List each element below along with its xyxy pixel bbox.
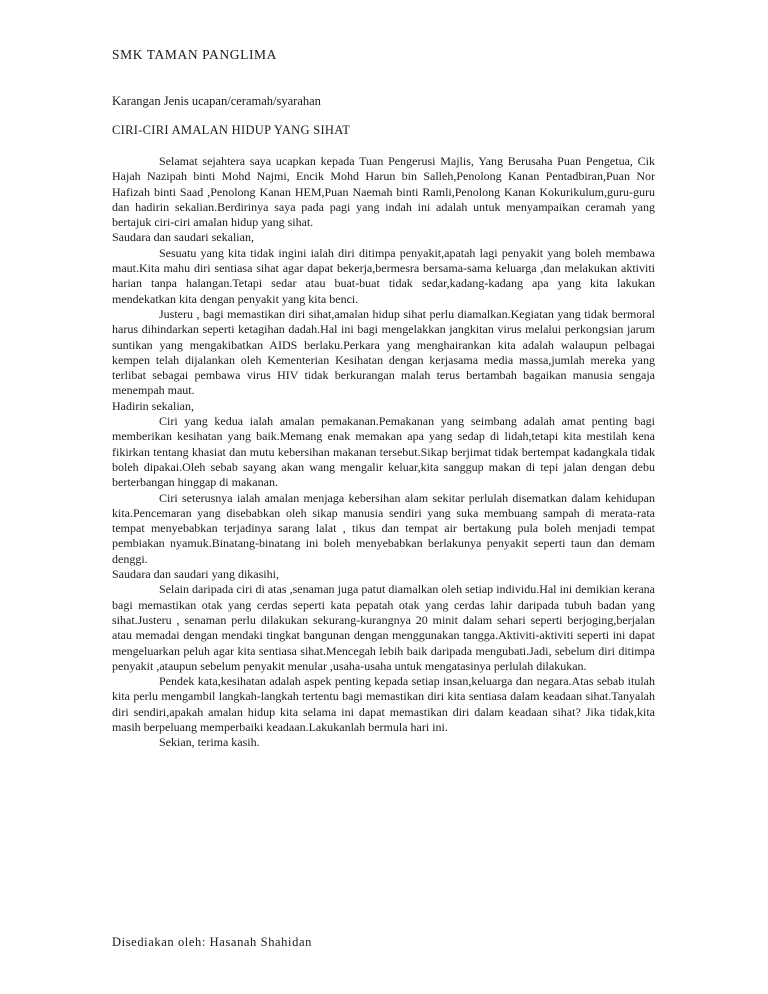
paragraph: Selain daripada ciri di atas ,senaman juga patut diamalkan oleh setiap individu.Hal ini demikian kerana bagi memastikan otak yang cerdas seperti kata pepatah otak yang cerdas lahir daripada tubuh badan yang sihat.Justeru , senaman perlu dilakukan sekurang-kurangnya 20 minit dalam sehari seperti berjoging,berjalan atau memadai dengan mendaki tingkat bangunan dengan menggunakan tangga.Aktiviti-aktiviti seperti ini dapat mengeluarkan peluh agar kita sentiasa sihat.Mencegah lebih baik daripada mengubati.Jadi, sebelum diri ditimpa penyakit ,ataupun sebelum penyakit menular ,usaha-usaha untuk mengatasinya perlulah dilakukan. xyxy=(112,582,655,673)
paragraph-opening: Selamat sejahtera saya ucapkan kepada Tuan Pengerusi Majlis, Yang Berusaha Puan Pengetua, Cik Hajah Nazipah binti Mohd Najmi, Encik Mohd Harun bin Salleh,Penolong Kanan Pentadbiran,Puan Nor Hafizah binti Saad ,Penolong Kanan HEM,Puan Naemah binti Ramli,Penolong Kanan Kokurikulum,guru-guru dan hadirin sekalian.Berdirinya saya pada pagi yang indah ini adalah untuk menyampaikan ceramah yang bertajuk ciri-ciri amalan hidup yang sihat. xyxy=(112,154,655,230)
paragraph-conclusion: Pendek kata,kesihatan adalah aspek penting kepada setiap insan,keluarga dan negara.Atas sebab itulah kita perlu mengambil langkah-langkah tertentu bagi memastikan diri kita sentiasa dalam keadaan sihat.Tanyalah diri sendiri,apakah amalan hidup kita selama ini dapat memastikan diri dalam keadaan sihat? Jika tidak,kita masih berpeluang memperbaiki keadaan.Lakukanlah bermula hari ini. xyxy=(112,674,655,734)
paragraph: Sesuatu yang kita tidak ingini ialah diri ditimpa penyakit,apatah lagi penyakit yang boleh membawa maut.Kita mahu diri sentiasa sihat agar dapat bekerja,bermesra bersama-sama keluarga ,dan melakukan aktiviti harian tanpa halangan.Tetapi sedar atau buat-buat tidak sedar,kadang-kadang apa yang kita lakukan mendekatkan kita dengan penyakit yang kita benci. xyxy=(112,245,655,306)
paragraph: Ciri yang kedua ialah amalan pemakanan.Pemakanan yang seimbang adalah amat penting bagi memberikan kesihatan yang baik.Memang enak memakan apa yang sedap di lidah,tetapi kita mestilah kena fikirkan tentang khasiat dan mutu kebersihan makanan tersebut.Sikap berjimat tidak bertempat kadangkala tidak boleh dipakai.Oleh sebab sayang akan wang mengalir keluar,kita sanggup makan di tepi jalan dengan debu berterbangan hinggap di makanan. xyxy=(112,414,655,490)
essay-type: Karangan Jenis ucapan/ceramah/syarahan xyxy=(112,94,321,108)
greeting-line: Saudara dan saudari sekalian, xyxy=(112,230,254,245)
essay-title: CIRI-CIRI AMALAN HIDUP YANG SIHAT xyxy=(112,123,351,137)
paragraph: Ciri seterusnya ialah amalan menjaga kebersihan alam sekitar perlulah disematkan dalam kehidupan kita.Pencemaran yang disebabkan oleh sikap manusia sendiri yang suka membuang sampah di merata-rata tempat menyebabkan terjadinya sarang lalat , tikus dan tempat air bertakung pula boleh menjadi tempat pembiakan nyamuk.Binatang-binatang ini boleh menyebabkan berlakunya penyakit seperti taun dan demam denggi. xyxy=(112,490,655,566)
greeting-line: Hadirin sekalian, xyxy=(112,398,194,413)
closing-line: Sekian, terima kasih. xyxy=(159,735,260,750)
greeting-line: Saudara dan saudari yang dikasihi, xyxy=(112,567,279,582)
school-name: SMK TAMAN PANGLIMA xyxy=(112,47,277,62)
prepared-by: Disediakan oleh: Hasanah Shahidan xyxy=(112,935,312,949)
essay-body xyxy=(112,154,655,751)
paragraph: Justeru , bagi memastikan diri sihat,amalan hidup sihat perlu diamalkan.Kegiatan yang tidak bermoral harus dihindarkan seperti ketagihan dadah.Hal ini bagi mengelakkan jangkitan virus melalui perkongsian jarum suntikan yang mengakibatkan AIDS berlaku.Perkara yang menghairankan kita adalah walaupun pelbagai kempen telah dijalankan oleh Kementerian Kesihatan dengan kerjasama media massa,jumlah mereka yang terlibat sebagai pembawa virus HIV tidak berkurangan malah terus bertambah bagaikan manusia sengaja menempah maut. xyxy=(112,306,655,398)
